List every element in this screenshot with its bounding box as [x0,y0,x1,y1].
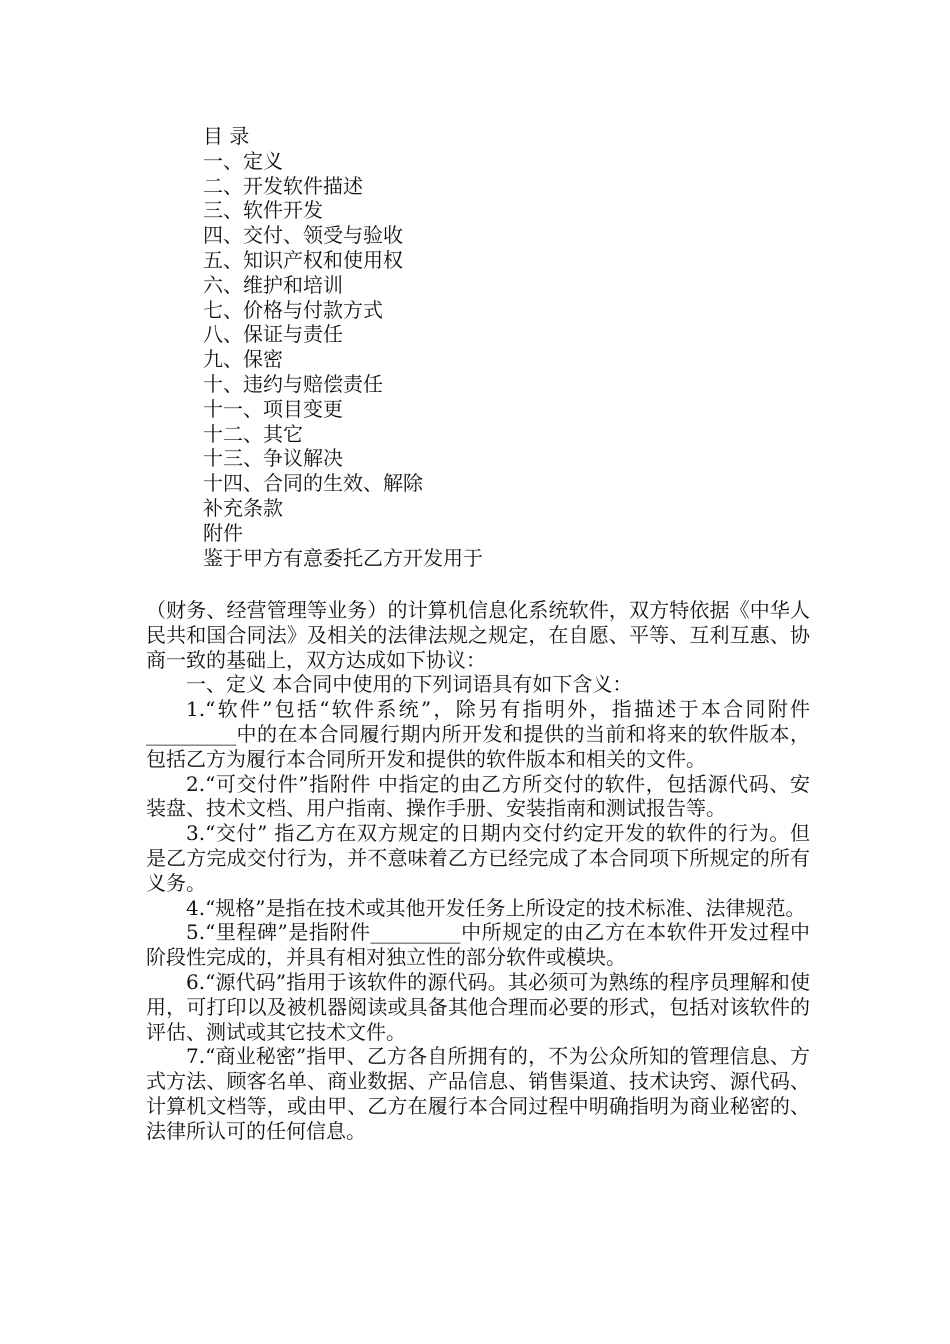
toc-preamble-line: 鉴于甲方有意委托乙方开发用于 [203,545,483,570]
toc-item: 三、软件开发 [203,198,323,223]
toc-title: 目 录 [203,124,250,148]
toc-item: 附件 [203,520,243,545]
toc-item: 五、知识产权和使用权 [203,247,403,272]
toc-item: 十一、项目变更 [203,396,343,421]
table-of-contents [203,124,603,570]
toc-item: 十、违约与赔偿责任 [203,371,383,396]
toc-item: 二、开发软件描述 [203,173,363,198]
contract-body [146,598,810,1144]
section-heading-definitions: 一、定义 本合同中使用的下列词语具有如下含义： [186,672,633,697]
definition-trade-secret: 7.“商业秘密”指甲、乙方各自所拥有的，不为公众所知的管理信息、方式方法、顾客名单、商业数据、产品信息、销售渠道、技术诀窍、源代码、计算机文档等，或由甲、乙方在履行本合同过程中明确指明为商业秘密的、法律所认可的任何信息。 [146,1044,810,1143]
toc-item: 一、定义 [203,148,283,173]
toc-item: 十四、合同的生效、解除 [203,471,423,496]
definition-specification: 4.“规格”是指在技术或其他开发任务上所设定的技术标准、法律规范。 [186,895,806,920]
toc-item: 九、保密 [203,347,283,372]
toc-item: 补充条款 [203,495,283,520]
toc-item: 七、价格与付款方式 [203,297,383,322]
toc-item: 十二、其它 [203,421,303,446]
toc-item: 四、交付、领受与验收 [203,223,403,248]
toc-item: 八、保证与责任 [203,322,343,347]
toc-item: 十三、争议解决 [203,446,343,471]
toc-item: 六、维护和培训 [203,272,343,297]
definition-delivery: 3.“交付” 指乙方在双方规定的日期内交付约定开发的软件的行为。但是乙方完成交付行为，并不意味着乙方已经完成了本合同项下所规定的所有义务。 [146,821,810,895]
definition-software: 1.“软件”包括“软件系统”，除另有指明外，指描述于本合同附件_________中的在本合同履行期内所开发和提供的当前和将来的软件版本，包括乙方为履行本合同所开发和提供的软件版本和相关的文件。 [146,697,810,771]
definition-deliverables: 2.“可交付件”指附件 中指定的由乙方所交付的软件，包括源代码、安装盘、技术文档、用户指南、操作手册、安装指南和测试报告等。 [146,771,810,821]
preamble-paragraph: （财务、经营管理等业务）的计算机信息化系统软件，双方特依据《中华人民共和国合同法》及相关的法律法规之规定，在自愿、平等、互利互惠、协商一致的基础上，双方达成如下协议： [146,598,810,672]
definition-milestone: 5.“里程碑”是指附件_________中所规定的由乙方在本软件开发过程中阶段性完成的，并具有相对独立性的部分软件或模块。 [146,920,810,970]
definition-source-code: 6.“源代码”指用于该软件的源代码。其必须可为熟练的程序员理解和使用，可打印以及被机器阅读或具备其他合理而必要的形式，包括对该软件的评估、测试或其它技术文件。 [146,969,810,1044]
